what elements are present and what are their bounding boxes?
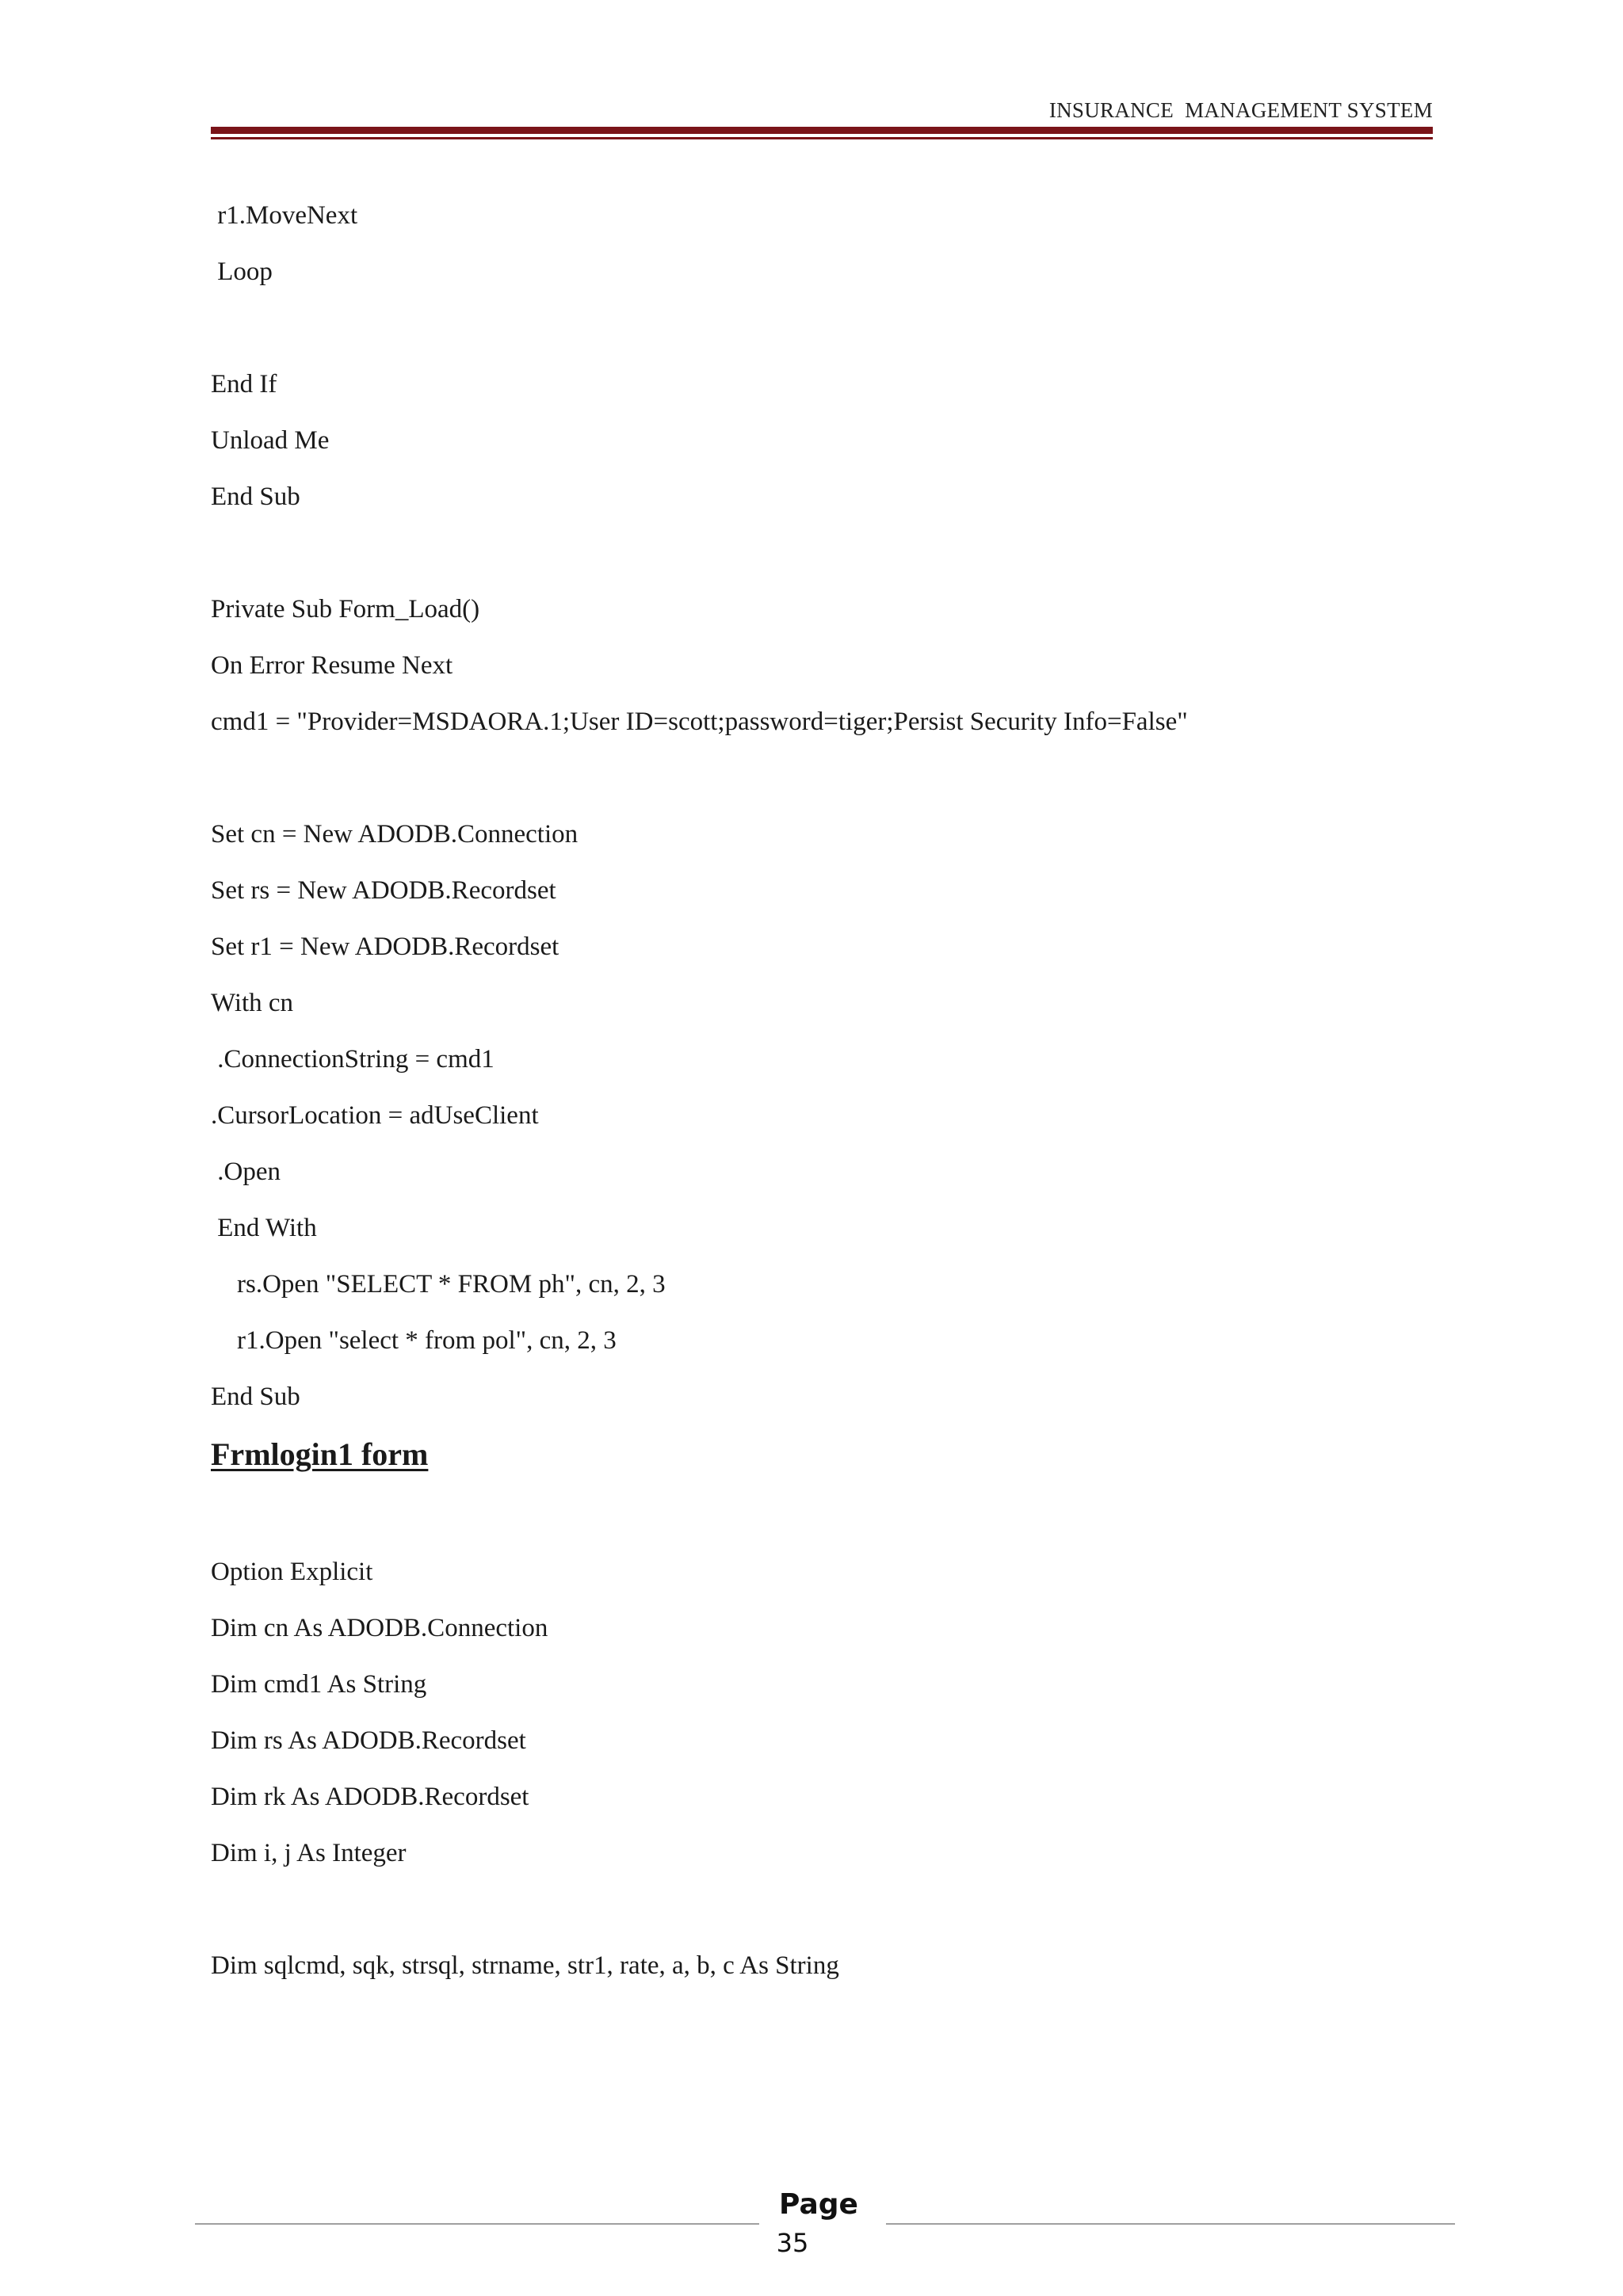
code-line: Dim rs As ADODB.Recordset	[211, 1726, 526, 1755]
code-line: Set cn = New ADODB.Connection	[211, 820, 579, 849]
code-line: Unload Me	[211, 426, 330, 455]
code-line: Private Sub Form_Load()	[211, 595, 480, 624]
code-line: End With	[211, 1214, 317, 1242]
code-line: End Sub	[211, 1383, 300, 1411]
code-line: Set rs = New ADODB.Recordset	[211, 876, 556, 905]
code-line: End Sub	[211, 482, 300, 511]
code-line: With cn	[211, 989, 294, 1017]
page-number: 35	[776, 2228, 809, 2258]
footer-page-label: Page	[779, 2188, 858, 2221]
code-line: rs.Open "SELECT * FROM ph", cn, 2, 3	[211, 1270, 666, 1299]
code-line: Dim sqlcmd, sqk, strsql, strname, str1, rate, a, b, c As String	[211, 1951, 839, 1980]
code-line: Dim rk As ADODB.Recordset	[211, 1783, 529, 1811]
code-line: Dim cmd1 As String	[211, 1670, 427, 1699]
code-line: Loop	[211, 257, 273, 286]
code-line: r1.MoveNext	[211, 201, 358, 230]
code-line: Set r1 = New ADODB.Recordset	[211, 933, 559, 961]
code-line: .Open	[211, 1158, 281, 1186]
code-line: Dim cn As ADODB.Connection	[211, 1614, 548, 1642]
header-rule-thin	[211, 137, 1433, 139]
code-line: Option Explicit	[211, 1558, 373, 1586]
footer-rule-right	[886, 2223, 1455, 2225]
code-line: .ConnectionString = cmd1	[211, 1045, 495, 1074]
running-header: INSURANCE MANAGEMENT SYSTEM	[1048, 98, 1433, 122]
code-line: .CursorLocation = adUseClient	[211, 1101, 539, 1130]
header-rule-thick	[211, 127, 1433, 134]
code-line: cmd1 = "Provider=MSDAORA.1;User ID=scott;password=tiger;Persist Security Info=False"	[211, 707, 1188, 736]
code-line: r1.Open "select * from pol", cn, 2, 3	[211, 1326, 617, 1355]
code-line: End If	[211, 370, 277, 399]
section-heading: Frmlogin1 form	[211, 1436, 429, 1472]
footer-rule-left	[195, 2223, 759, 2225]
code-line: On Error Resume Next	[211, 651, 453, 680]
code-line: Dim i, j As Integer	[211, 1839, 407, 1867]
